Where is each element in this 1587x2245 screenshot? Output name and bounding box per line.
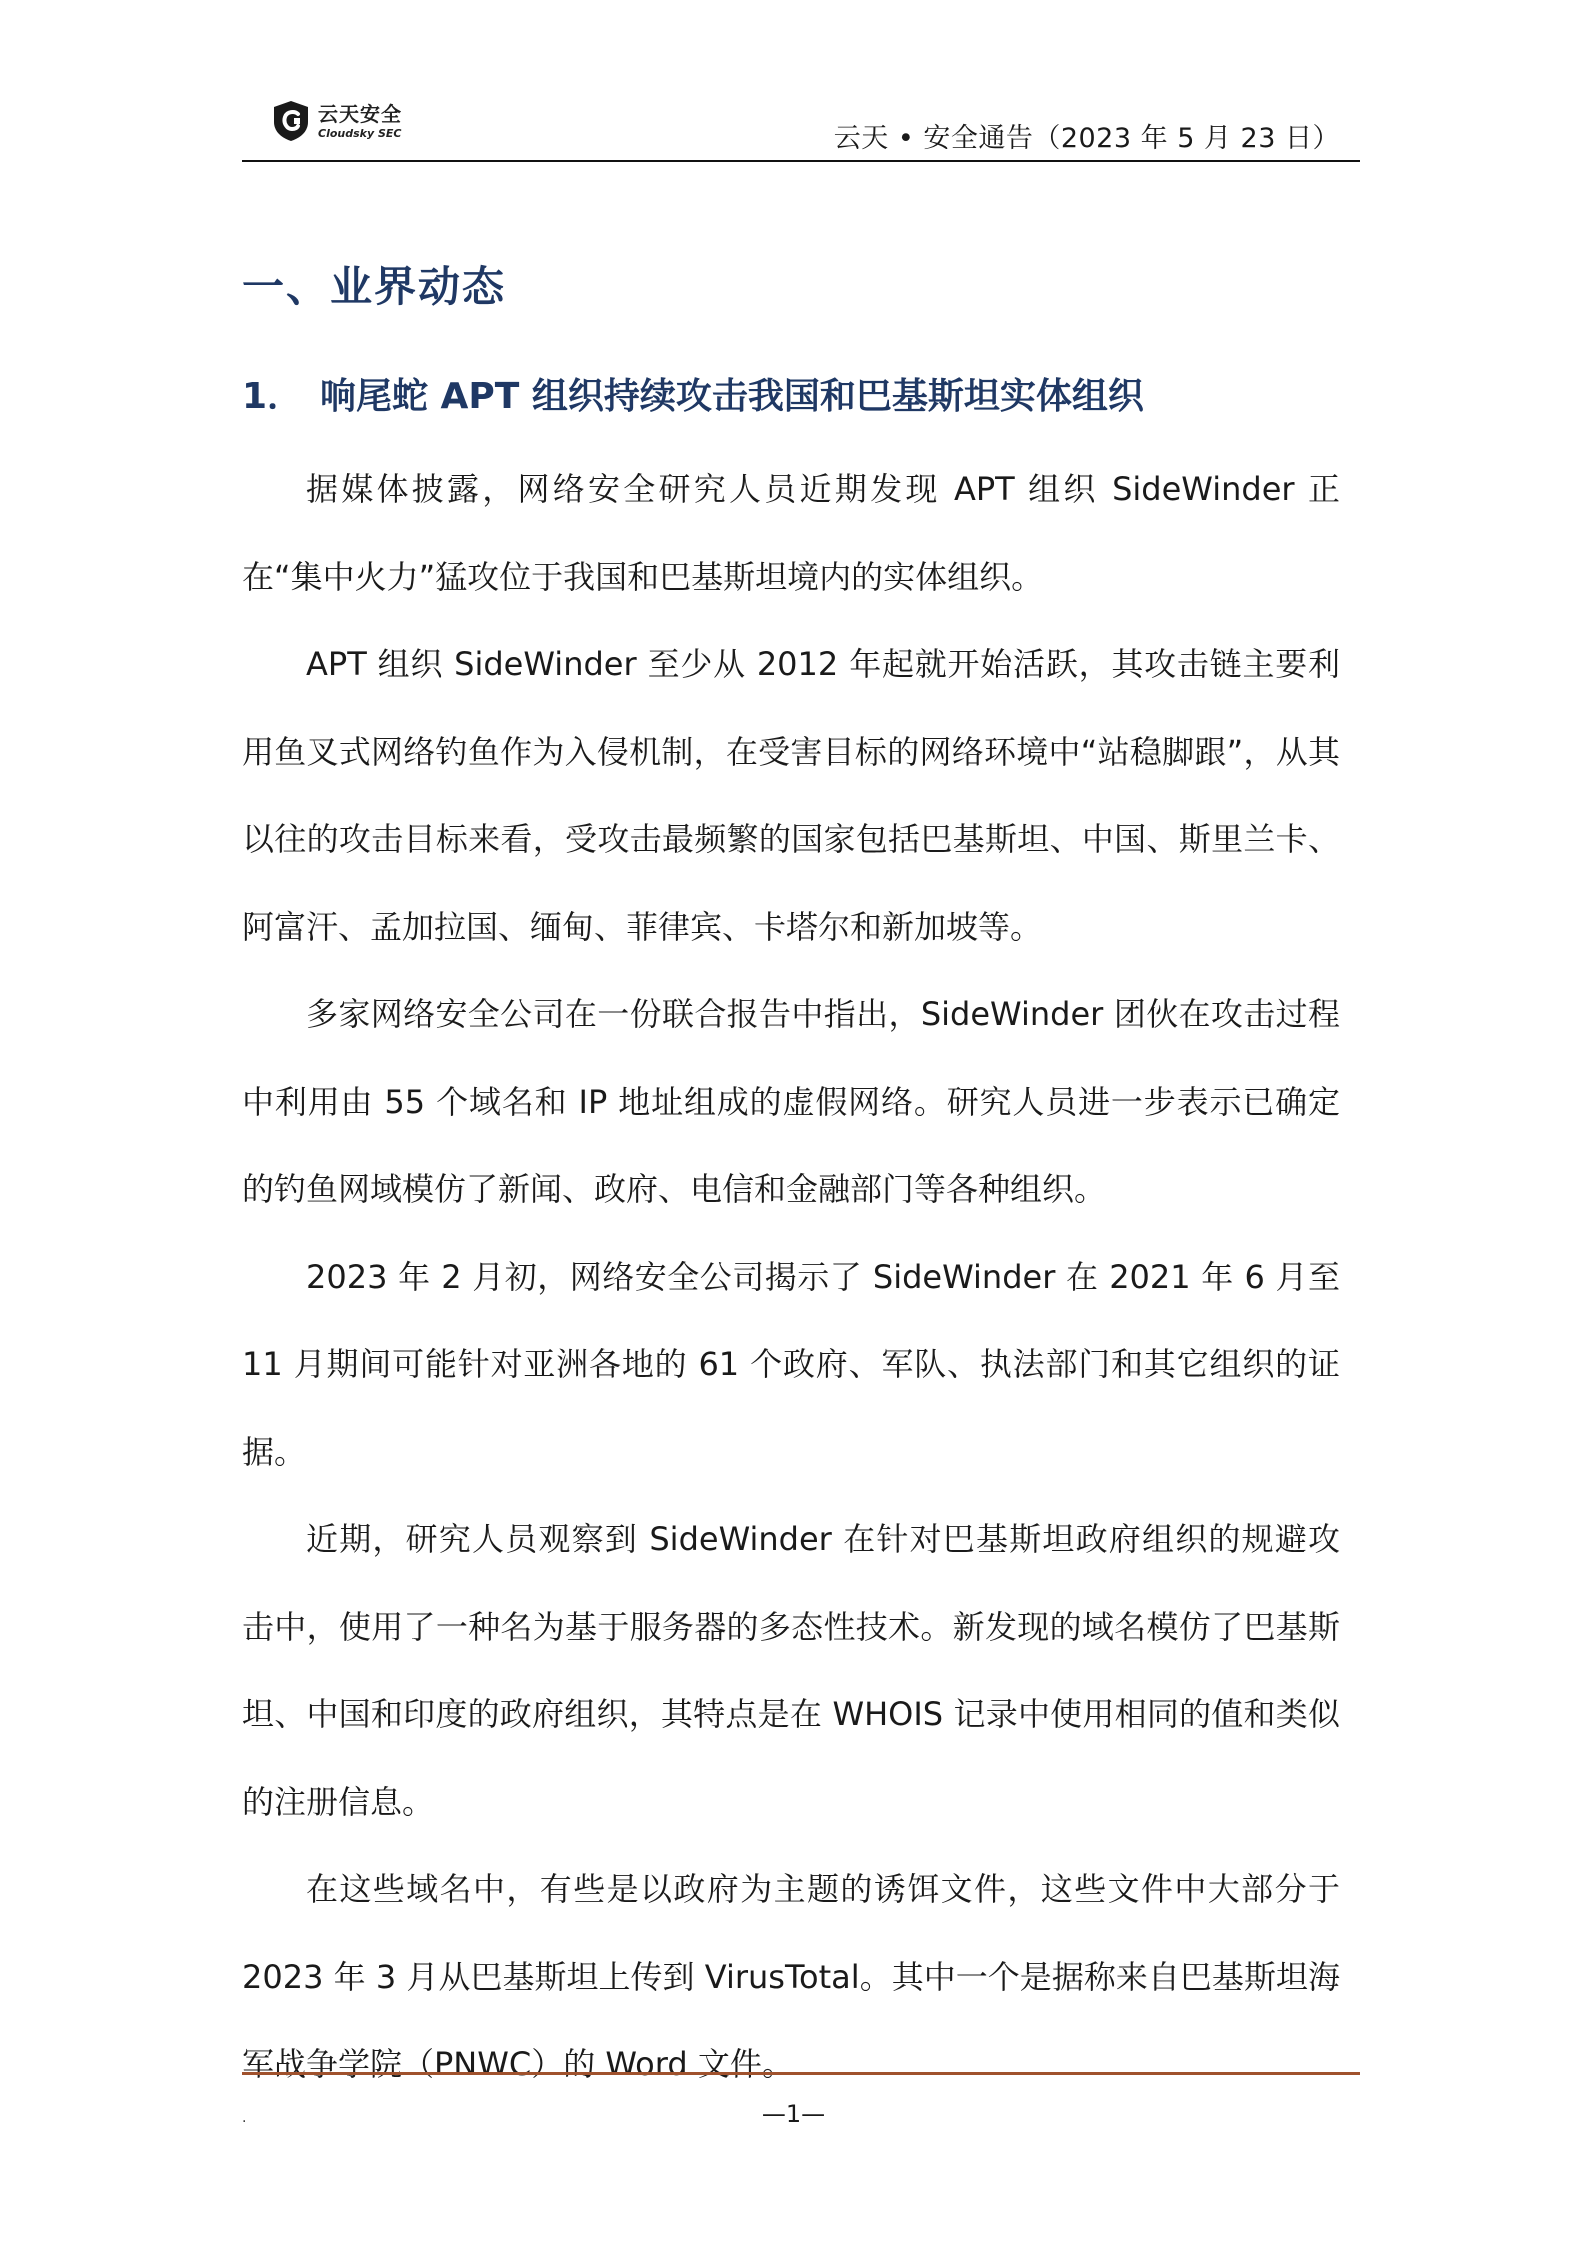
footer-divider <box>242 2072 1360 2075</box>
paragraph: 据媒体披露，网络安全研究人员近期发现 APT 组织 SideWinder 正在“集中火力”猛攻位于我国和巴基斯坦境内的实体组织。 <box>242 470 1340 596</box>
section-heading: 一、业界动态 <box>242 262 507 311</box>
paragraph: 在这些域名中，有些是以政府为主题的诱饵文件，这些文件中大部分于 2023 年 3 月从巴基斯坦上传到 VirusTotal。其中一个是据称来自巴基斯坦海军战争学院（PNWC）的 Word 文件。 <box>242 1870 1340 2083</box>
footer-dot: . <box>242 2110 247 2126</box>
page-number: —1— <box>761 2100 826 2128</box>
header-title: 云天 • 安全通告（2023 年 5 月 23 日） <box>833 123 1340 154</box>
article-number: 1． <box>242 376 304 417</box>
header-divider <box>242 160 1360 162</box>
article-body <box>242 446 1340 2109</box>
shield-logo-icon <box>272 100 310 142</box>
paragraph: APT 组织 SideWinder 至少从 2012 年起就开始活跃，其攻击链主要利用鱼叉式网络钓鱼作为入侵机制，在受害目标的网络环境中“站稳脚跟”，从其以往的攻击目标来看，受攻击最频繁的国家包括巴基斯坦、中国、斯里兰卡、阿富汗、孟加拉国、缅甸、菲律宾、卡塔尔和新加坡等。 <box>242 645 1340 946</box>
article-title: 响尾蛇 APT 组织持续攻击我国和巴基斯坦实体组织 <box>320 376 1144 417</box>
article-heading <box>242 368 1144 419</box>
logo-en-text: Cloudsky SEC <box>318 126 402 140</box>
paragraph: 2023 年 2 月初，网络安全公司揭示了 SideWinder 在 2021 年 6 月至 11 月期间可能针对亚洲各地的 61 个政府、军队、执法部门和其它组织的证据。 <box>242 1257 1340 1471</box>
paragraph: 近期，研究人员观察到 SideWinder 在针对巴基斯坦政府组织的规避攻击中，使用了一种名为基于服务器的多态性技术。新发现的域名模仿了巴基斯坦、中国和印度的政府组织，其特点是在 WHOIS 记录中使用相同的值和类似的注册信息。 <box>242 1520 1340 1821</box>
company-logo <box>272 98 402 144</box>
logo-cn-text: 云天安全 <box>318 101 402 126</box>
logo-wordmark <box>318 101 402 140</box>
paragraph: 多家网络安全公司在一份联合报告中指出，SideWinder 团伙在攻击过程中利用由 55 个域名和 IP 地址组成的虚假网络。研究人员进一步表示已确定的钓鱼网域模仿了新闻、政府、电信和金融部门等各种组织。 <box>242 995 1340 1208</box>
